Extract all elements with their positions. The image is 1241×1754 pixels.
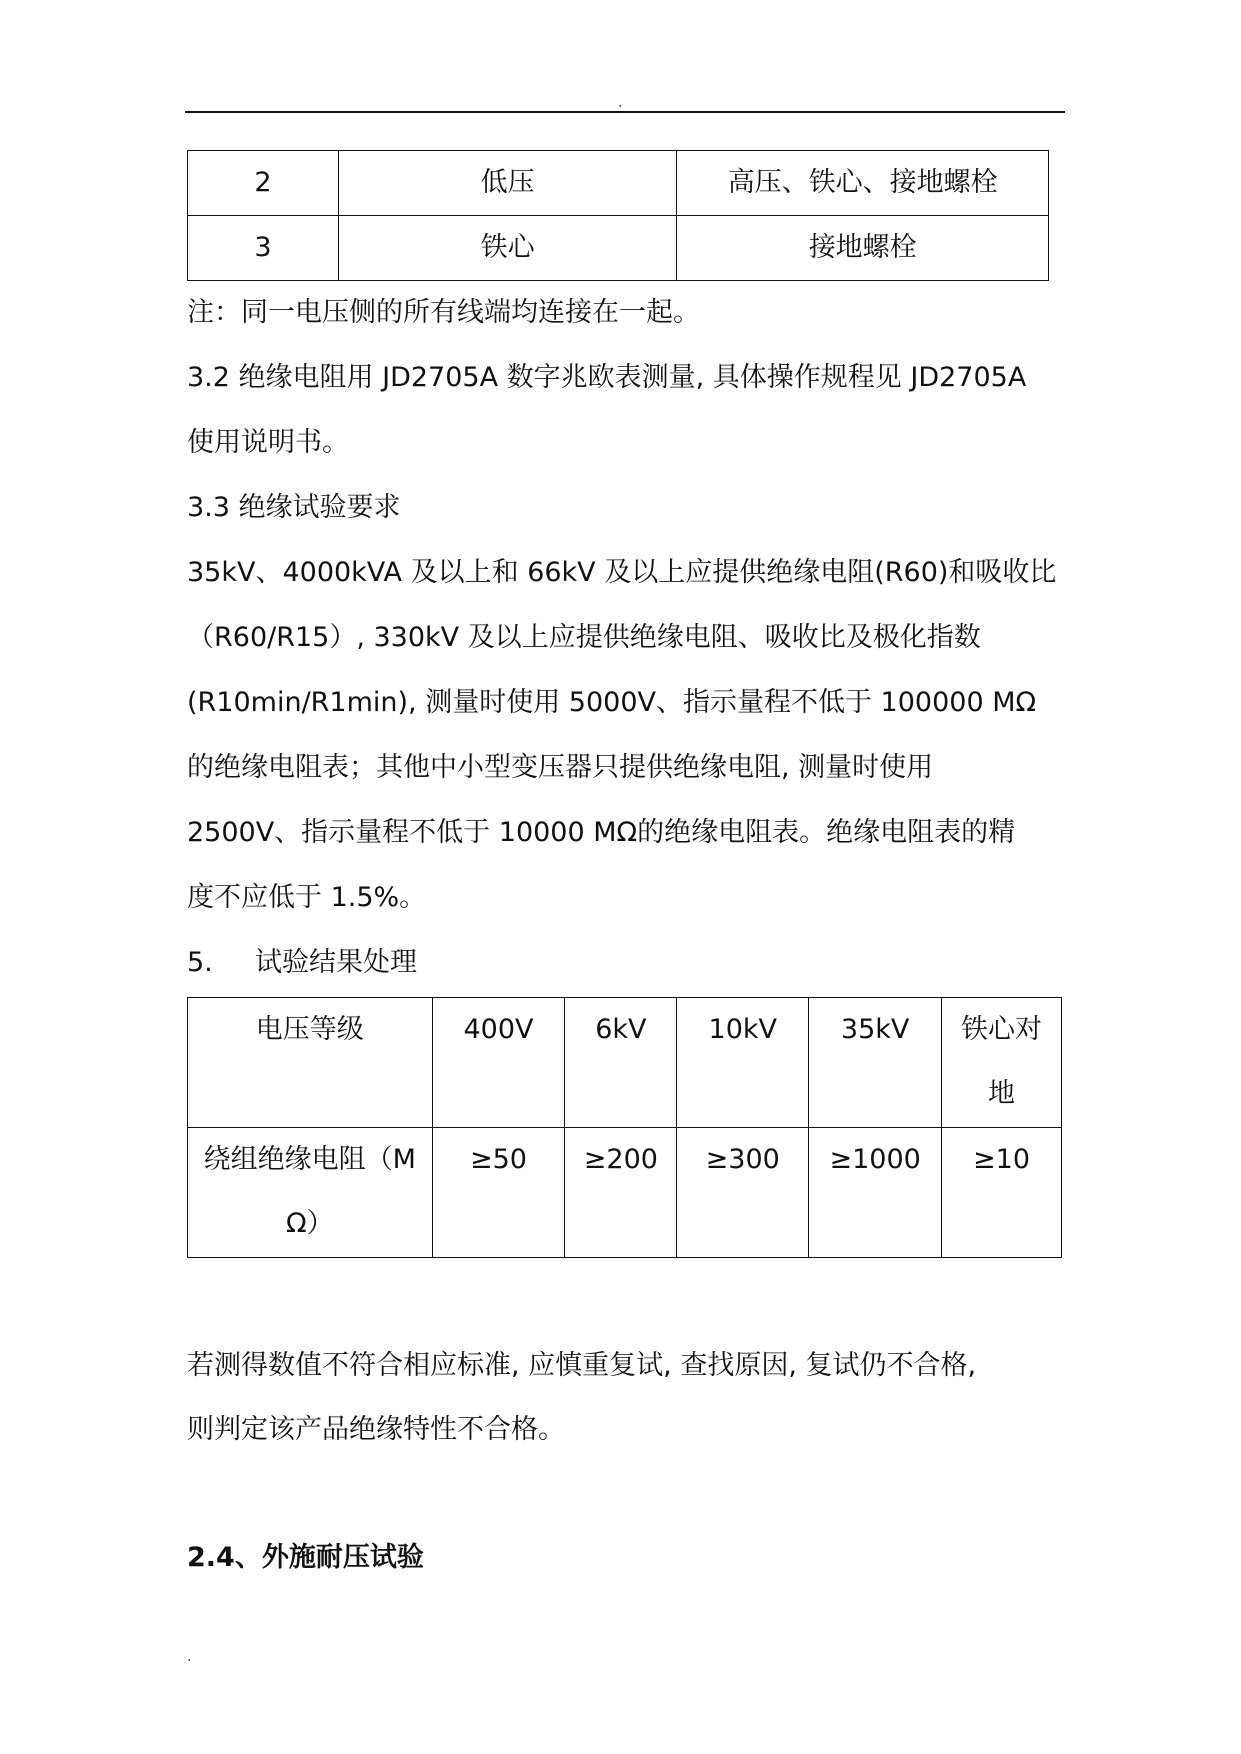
- label-text-line: 绕组绝缘电阻（M: [203, 1144, 416, 1175]
- section-heading-2-4: 2.4、外施耐压试验: [187, 1542, 424, 1573]
- table-header-cell: 电压等级: [188, 998, 433, 1128]
- paragraph-3-3-line: 35kV、4000kVA 及以上和 66kV 及以上应提供绝缘电阻(R60)和吸收比: [187, 557, 1057, 588]
- table-cell: 2: [188, 151, 339, 216]
- header-text-line: 地: [988, 1078, 1016, 1109]
- paragraph-3-3-line: (R10min/R1min), 测量时使用 5000V、指示量程不低于 100000 MΩ: [187, 687, 1037, 718]
- conclusion-line: 则判定该产品绝缘特性不合格。: [187, 1414, 565, 1445]
- section-5-title: 试验结果处理: [255, 947, 417, 978]
- table-header-cell: 35kV: [809, 998, 942, 1128]
- table-cell: 接地螺栓: [677, 216, 1049, 281]
- table-cell: 低压: [338, 151, 677, 216]
- label-text-line: Ω）: [285, 1208, 334, 1239]
- conclusion-line: 若测得数值不符合相应标准, 应慎重复试, 查找原因, 复试仍不合格,: [187, 1350, 977, 1381]
- paragraph-3-3-line: 度不应低于 1.5%。: [187, 882, 427, 913]
- table-cell: 铁心: [338, 216, 677, 281]
- table-header-cell: [942, 998, 1062, 1128]
- header-rule: [185, 111, 1065, 113]
- table-cell: ≥200: [565, 1128, 677, 1258]
- table-cell: ≥50: [432, 1128, 565, 1258]
- table-row: [188, 1128, 1062, 1258]
- paragraph-3-2-line: 3.2 绝缘电阻用 JD2705A 数字兆欧表测量, 具体操作规程见 JD2705A: [187, 362, 1027, 393]
- paragraph-3-3-line: 2500V、指示量程不低于 10000 MΩ的绝缘电阻表。绝缘电阻表的精: [187, 817, 1016, 848]
- table-header-cell: 400V: [432, 998, 565, 1128]
- paragraph-3-3-line: （R60/R15）, 330kV 及以上应提供绝缘电阻、吸收比及极化指数: [187, 622, 981, 653]
- table-cell: 3: [188, 216, 339, 281]
- note-text: 注：同一电压侧的所有线端均连接在一起。: [187, 297, 700, 328]
- table-row-label: [188, 1128, 433, 1258]
- table-row: [188, 216, 1049, 281]
- paragraph-3-2-line: 使用说明书。: [187, 427, 349, 458]
- footer-dot: .: [187, 1649, 192, 1665]
- table-header-row: [188, 998, 1062, 1128]
- paragraph-3-3-line: 的绝缘电阻表；其他中小型变压器只提供绝缘电阻, 测量时使用: [187, 752, 934, 783]
- table-cell: ≥10: [942, 1128, 1062, 1258]
- header-dot: .: [618, 95, 623, 111]
- table-header-cell: 6kV: [565, 998, 677, 1128]
- header-text-line: 铁心对: [961, 1014, 1043, 1045]
- section-3-3-title: 3.3 绝缘试验要求: [187, 492, 401, 523]
- section-5-number: 5.: [187, 947, 213, 978]
- table-cell: ≥1000: [809, 1128, 942, 1258]
- connection-table: [187, 150, 1049, 281]
- table-row: [188, 151, 1049, 216]
- table-cell: 高压、铁心、接地螺栓: [677, 151, 1049, 216]
- table-header-cell: 10kV: [677, 998, 809, 1128]
- table-cell: ≥300: [677, 1128, 809, 1258]
- insulation-resistance-table: [187, 997, 1062, 1258]
